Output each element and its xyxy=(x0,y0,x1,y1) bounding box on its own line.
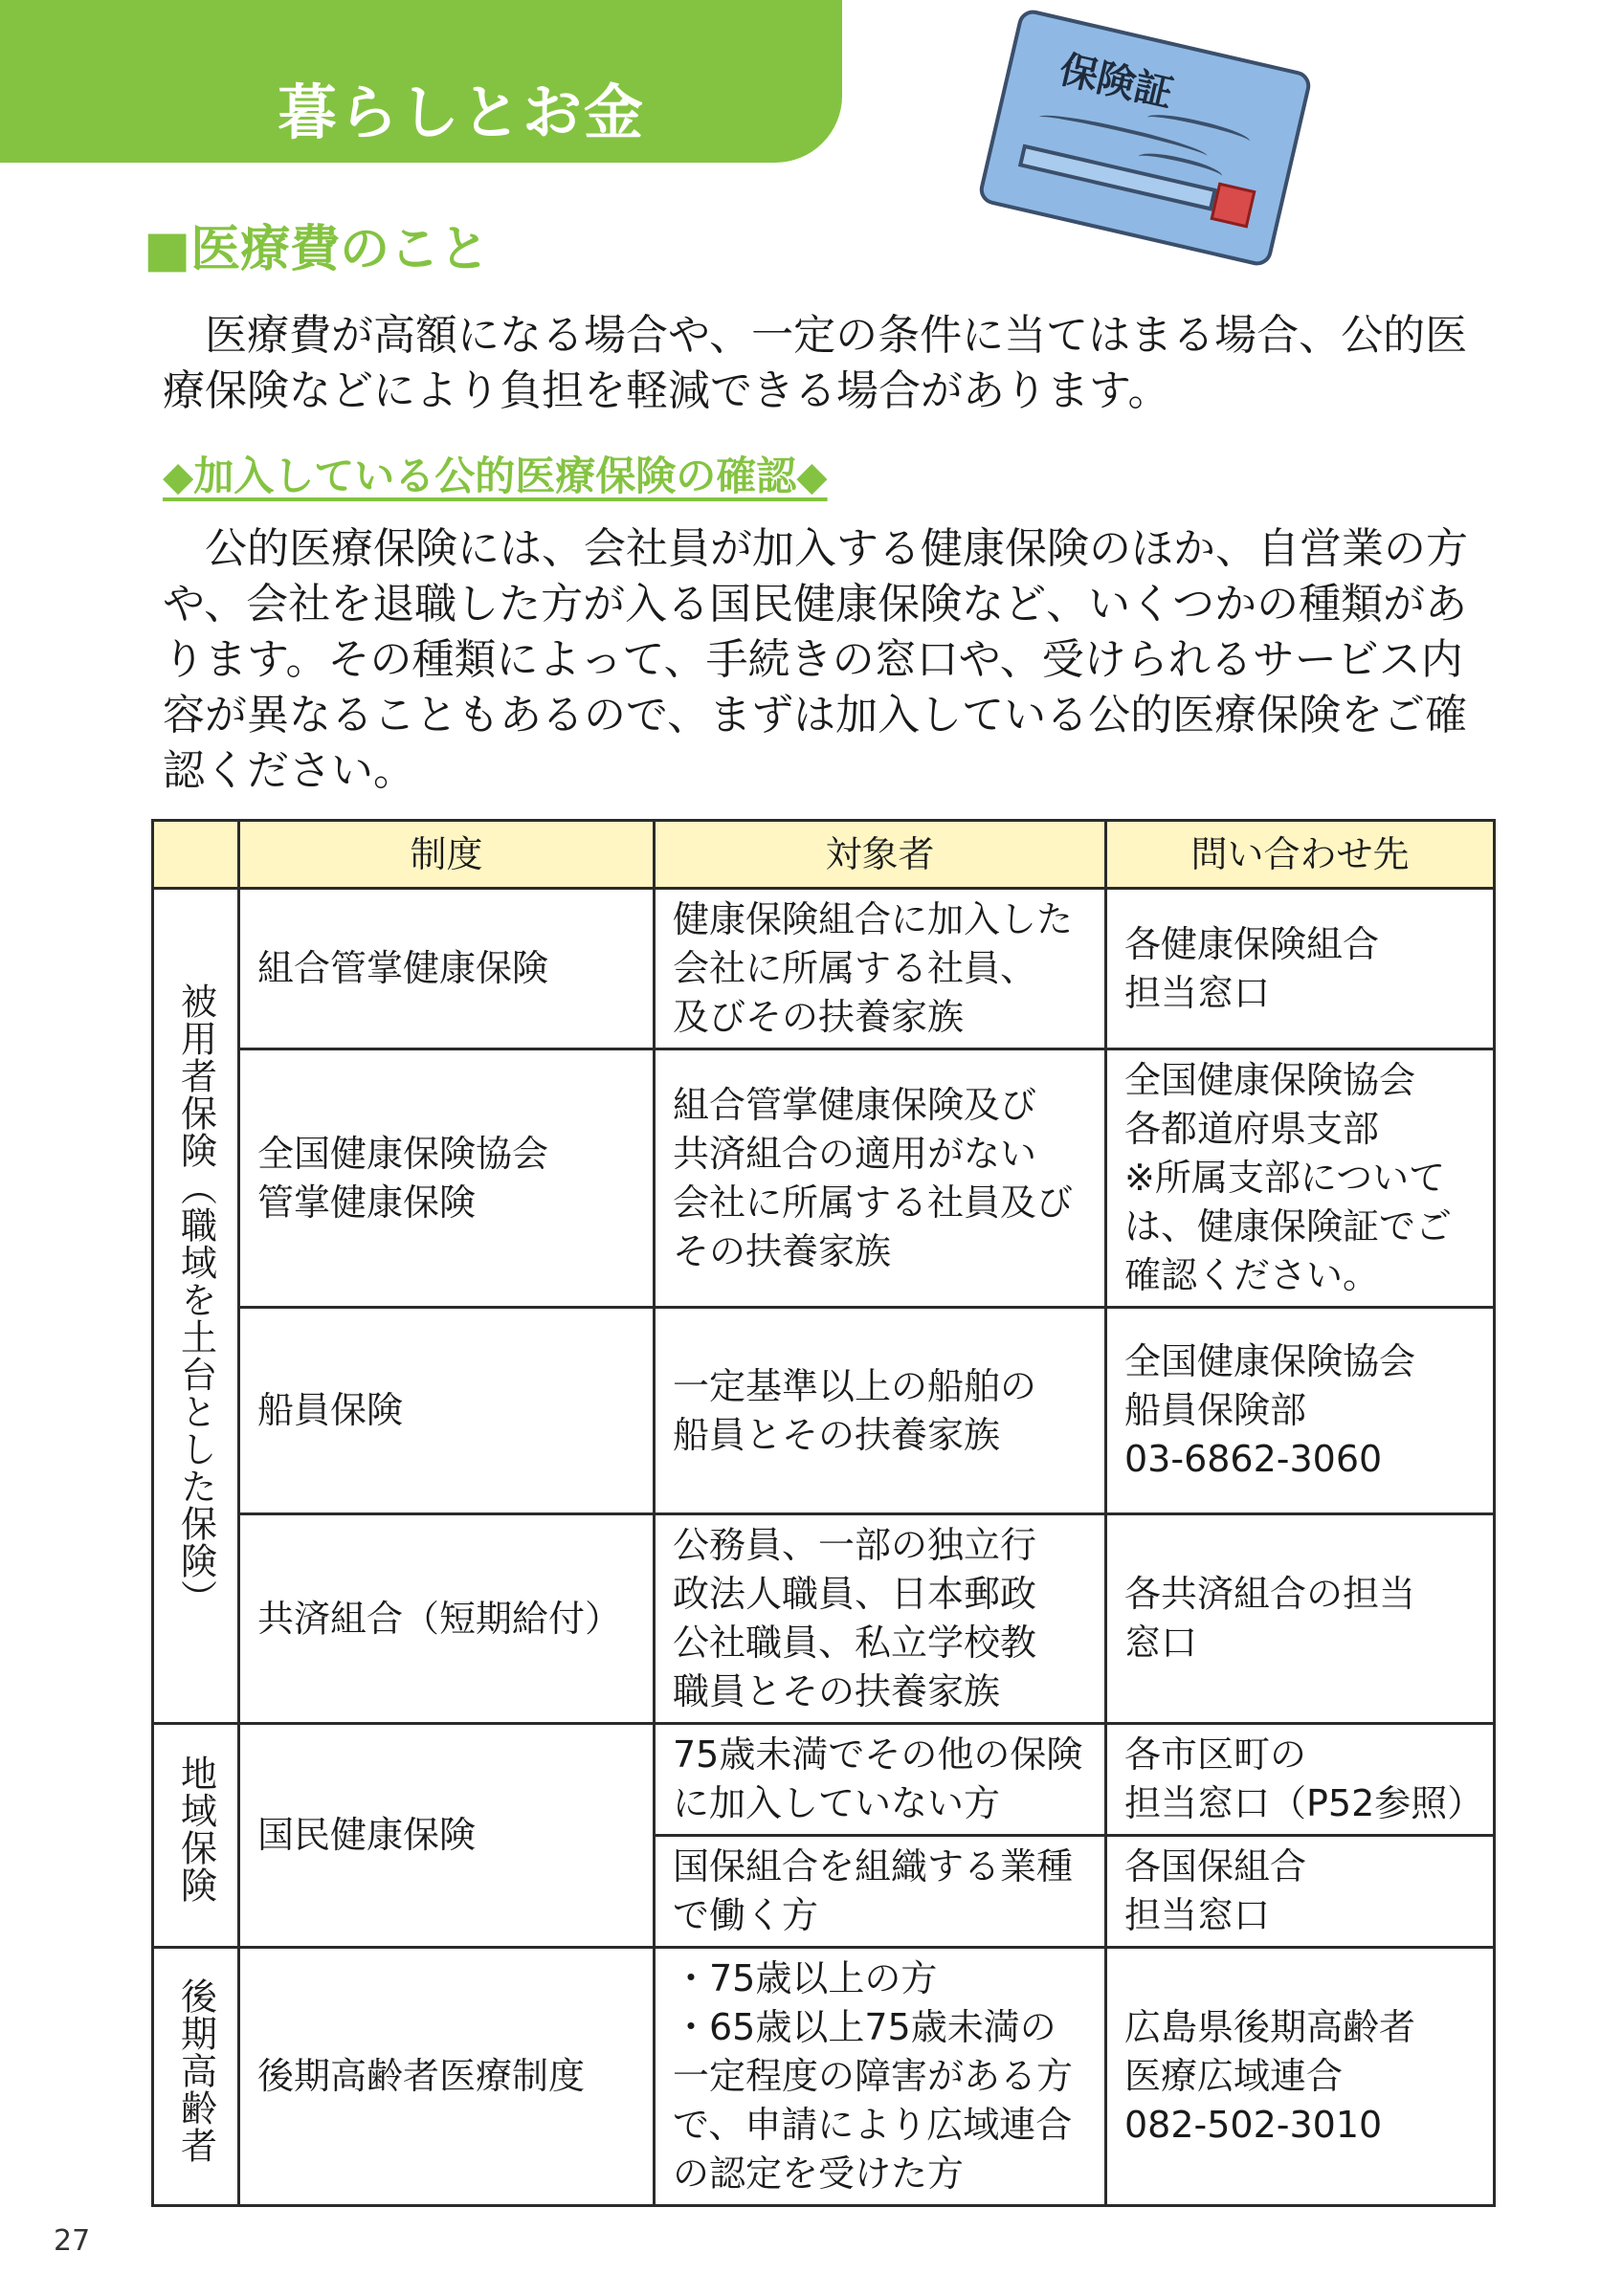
insurance-card-illustration xyxy=(977,7,1314,268)
target-cell: 一定基準以上の船舶の 船員とその扶養家族 xyxy=(655,1308,1106,1514)
group-label: 被用者保険（職域を土台とした保険） xyxy=(174,982,217,1617)
contact-cell: 各市区町の 担当窓口（P52参照） xyxy=(1106,1724,1495,1836)
table-row xyxy=(153,1308,1495,1514)
contact-cell: 全国健康保険協会 各都道府県支部 ※所属支部について は、健康保険証でご 確認ください。 xyxy=(1106,1049,1495,1308)
body-paragraph: 公的医療保険には、会社員が加入する健康保険のほか、自営業の方や、会社を退職した方が入る国民健康保険など、いくつかの種類があります。その種類によって、手続きの窓口や、受けられるサービス内容が異なることもあるので、まずは加入している公的医療保険をご確認ください。 xyxy=(163,524,1468,795)
table-row xyxy=(153,889,1495,1049)
target-cell: 公務員、一部の独立行 政法人職員、日本郵政 公社職員、私立学校教 職員とその扶養家族 xyxy=(655,1514,1106,1724)
system-cell: 国民健康保険 xyxy=(239,1724,655,1948)
table-header-contact: 問い合わせ先 xyxy=(1106,821,1495,889)
system-cell: 船員保険 xyxy=(239,1308,655,1514)
table-row xyxy=(153,1514,1495,1724)
group-regional-insurance xyxy=(153,1724,239,1948)
system-cell: 後期高齢者医療制度 xyxy=(239,1948,655,2206)
system-cell: 全国健康保険協会 管掌健康保険 xyxy=(239,1049,655,1308)
contact-cell: 全国健康保険協会 船員保険部 03-6862-3060 xyxy=(1106,1308,1495,1514)
table-row xyxy=(153,1948,1495,2206)
group-label: 後期高齢者 xyxy=(174,1976,217,2164)
contact-cell: 各共済組合の担当 窓口 xyxy=(1106,1514,1495,1724)
group-employee-insurance xyxy=(153,889,239,1724)
section-tab-title: 暮らしとお金 xyxy=(278,77,646,147)
target-cell: 国保組合を組織する業種 で働く方 xyxy=(655,1836,1106,1948)
system-cell: 共済組合（短期給付） xyxy=(239,1514,655,1724)
insurance-table xyxy=(151,819,1496,2207)
group-elderly-insurance xyxy=(153,1948,239,2206)
intro-paragraph: 医療費が高額になる場合や、一定の条件に当てはまる場合、公的医療保険などにより負担を軽減できる場合があります。 xyxy=(163,311,1468,415)
section-tab xyxy=(0,0,842,163)
table-header-target: 対象者 xyxy=(655,821,1106,889)
target-cell: 健康保険組合に加入した 会社に所属する社員、 及びその扶養家族 xyxy=(655,889,1106,1049)
table-header-system: 制度 xyxy=(239,821,655,889)
table-header-blank xyxy=(153,821,239,889)
system-cell: 組合管掌健康保険 xyxy=(239,889,655,1049)
contact-cell: 広島県後期高齢者 医療広域連合 082-502-3010 xyxy=(1106,1948,1495,2206)
card-seal-icon xyxy=(1211,183,1256,229)
insurance-card-label: 保険証 xyxy=(1055,47,1177,117)
table-row xyxy=(153,1724,1495,1836)
target-cell: ・75歳以上の方 ・65歳以上75歳未満の 一定程度の障害がある方 で、申請により広域連合 の認定を受けた方 xyxy=(655,1948,1106,2206)
section-title: ■医療費のこと xyxy=(144,221,490,278)
table-header-row xyxy=(153,821,1495,889)
contact-cell: 各健康保険組合 担当窓口 xyxy=(1106,889,1495,1049)
page-number: 27 xyxy=(54,2224,91,2258)
group-label: 地域保険 xyxy=(174,1755,217,1904)
subsection-title: ◆加入している公的医療保険の確認◆ xyxy=(163,453,828,499)
target-cell: 75歳未満でその他の保険 に加入していない方 xyxy=(655,1724,1106,1836)
table-row xyxy=(153,1049,1495,1308)
contact-cell: 各国保組合 担当窓口 xyxy=(1106,1836,1495,1948)
target-cell: 組合管掌健康保険及び 共済組合の適用がない 会社に所属する社員及び その扶養家族 xyxy=(655,1049,1106,1308)
